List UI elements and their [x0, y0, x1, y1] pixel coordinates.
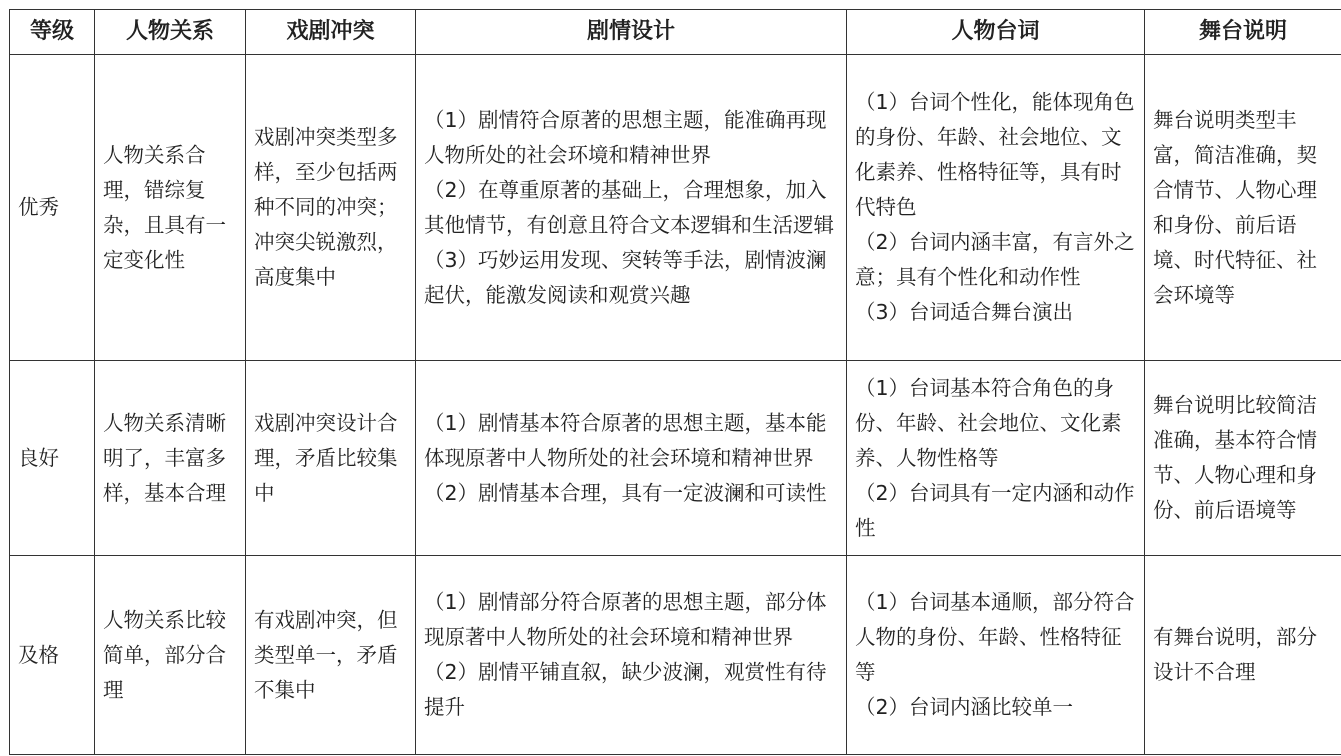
header-relation: 人物关系	[95, 10, 246, 55]
header-level: 等级	[10, 10, 95, 55]
plot-cell	[416, 556, 847, 755]
level-cell: 及格	[10, 556, 95, 755]
lines-cell	[847, 361, 1145, 556]
table-row	[10, 556, 1341, 755]
level-cell: 优秀	[10, 55, 95, 361]
plot-item: （2）剧情基本合理，具有一定波澜和可读性	[424, 480, 827, 505]
conflict-cell: 有戏剧冲突，但类型单一，矛盾不集中	[246, 556, 416, 755]
lines-item: （1）台词基本通顺，部分符合人物的身份、年龄、性格特征等	[855, 590, 1135, 684]
header-row	[10, 10, 1341, 55]
plot-item: （1）剧情基本符合原著的思想主题，基本能体现原著中人物所处的社会环境和精神世界	[424, 410, 827, 470]
plot-item: （1）剧情部分符合原著的思想主题，部分体现原著中人物所处的社会环境和精神世界	[424, 590, 827, 649]
lines-cell	[847, 556, 1145, 755]
stage-cell: 舞台说明类型丰富，简洁准确，契合情节、人物心理和身份、前后语境、时代特征、社会环境等	[1145, 55, 1341, 361]
plot-item: （2）在尊重原著的基础上，合理想象，加入其他情节，有创意且符合文本逻辑和生活逻辑	[424, 177, 834, 237]
header-conflict: 戏剧冲突	[246, 10, 416, 55]
plot-cell	[416, 361, 847, 556]
lines-item: （1）台词基本符合角色的身份、年龄、社会地位、文化素养、人物性格等	[855, 375, 1122, 470]
lines-item: （2）台词具有一定内涵和动作性	[855, 480, 1135, 540]
stage-cell: 有舞台说明，部分设计不合理	[1145, 556, 1341, 755]
header-lines: 人物台词	[847, 10, 1145, 55]
lines-item: （3）台词适合舞台演出	[855, 300, 1074, 324]
level-cell: 良好	[10, 361, 95, 556]
lines-item: （2）台词内涵丰富，有言外之意；具有个性化和动作性	[855, 230, 1135, 289]
relation-cell: 人物关系清晰明了，丰富多样，基本合理	[95, 361, 246, 556]
relation-cell: 人物关系合理，错综复杂，且具有一定变化性	[95, 55, 246, 361]
conflict-cell: 戏剧冲突设计合理，矛盾比较集中	[246, 361, 416, 556]
header-stage: 舞台说明	[1145, 10, 1341, 55]
lines-item: （1）台词个性化，能体现角色的身份、年龄、社会地位、文化素养、性格特征等，具有时代特色	[855, 90, 1135, 219]
plot-cell	[416, 55, 847, 361]
plot-item: （1）剧情符合原著的思想主题，能准确再现人物所处的社会环境和精神世界	[424, 107, 827, 167]
relation-cell: 人物关系比较简单，部分合理	[95, 556, 246, 755]
conflict-cell: 戏剧冲突类型多样，至少包括两种不同的冲突；冲突尖锐激烈，高度集中	[246, 55, 416, 361]
header-plot: 剧情设计	[416, 10, 847, 55]
table-row	[10, 55, 1341, 361]
table-row	[10, 361, 1341, 556]
plot-item: （3）巧妙运用发现、突转等手法，剧情波澜起伏，能激发阅读和观赏兴趣	[424, 247, 827, 307]
rubric-table	[9, 9, 1341, 755]
plot-item: （2）剧情平铺直叙，缺少波澜，观赏性有待提升	[424, 660, 827, 719]
lines-cell	[847, 55, 1145, 361]
stage-cell: 舞台说明比较简洁准确，基本符合情节、人物心理和身份、前后语境等	[1145, 361, 1341, 556]
rubric-table-container	[9, 9, 1341, 756]
lines-item: （2）台词内涵比较单一	[855, 695, 1074, 719]
